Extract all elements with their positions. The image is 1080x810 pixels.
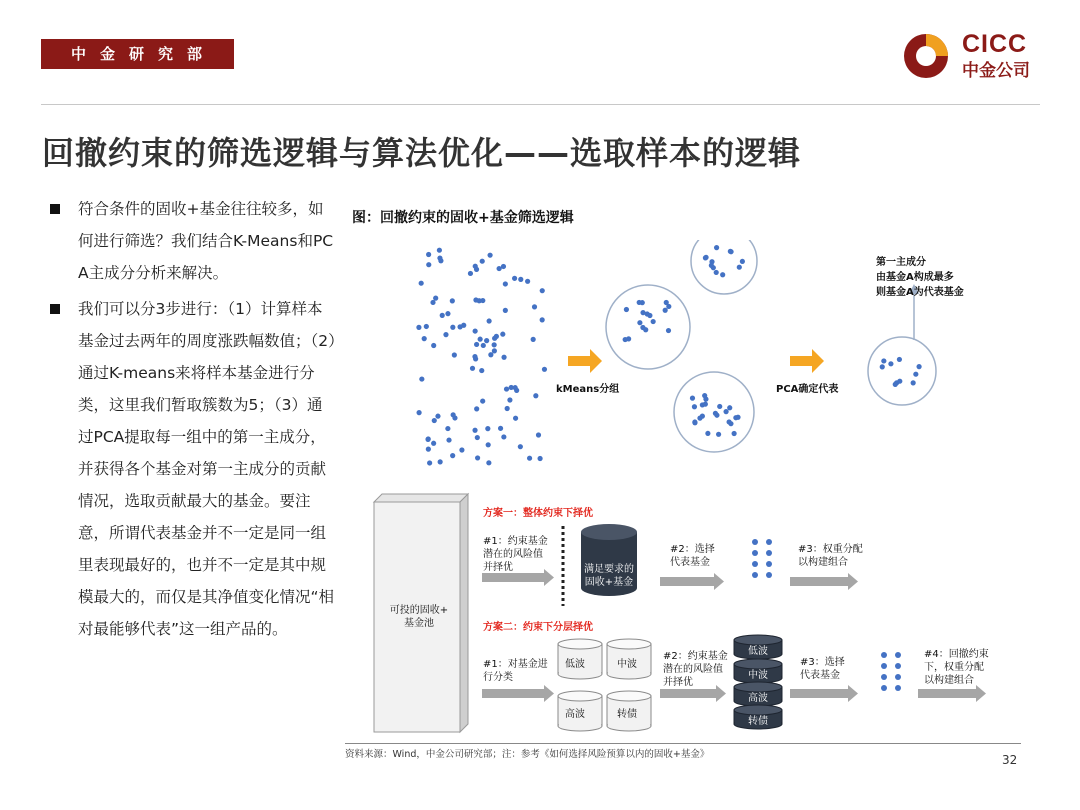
- fund-dot: [501, 434, 506, 439]
- fund-dot: [472, 428, 477, 433]
- fund-dot: [720, 272, 725, 277]
- fund-dot: [716, 432, 721, 437]
- fund-dot: [480, 398, 485, 403]
- source-note: 资料来源：Wind，中金公司研究部；注：参考《如何选择风险预算以内的固收+基金》: [345, 749, 710, 760]
- fund-dot: [916, 364, 921, 369]
- fund-dot: [714, 270, 719, 275]
- fund-dot: [643, 327, 648, 332]
- fund-dot: [451, 412, 456, 417]
- fund-dot: [503, 281, 508, 286]
- fund-dot: [445, 426, 450, 431]
- bullet-text-1: 符合条件的固收+基金往往较多，如何进行筛选？我们结合K-Means和PCA主成分分析来解决。: [78, 200, 334, 282]
- selection-flow-diagram: [370, 490, 1010, 740]
- fund-dot: [431, 441, 436, 446]
- stack-label: 转债: [748, 716, 768, 727]
- fund-dot: [479, 368, 484, 373]
- fund-dot: [497, 266, 502, 271]
- fund-dot: [692, 419, 697, 424]
- fund-dot: [881, 674, 887, 680]
- fund-dot: [664, 300, 669, 305]
- fund-dot: [532, 304, 537, 309]
- fund-dot: [446, 437, 451, 442]
- stack-label: 高波: [748, 693, 768, 704]
- fund-dot: [531, 337, 536, 342]
- fund-dot: [494, 334, 499, 339]
- fund-dot: [881, 652, 887, 658]
- bullet-text-2: 我们可以分3步进行：（1）计算样本基金过去两年的周度涨跌幅数值；（2）通过K-means来将样本基金进行分类，这里我们暂取簇数为5；（3）通过PCA提取每一组中的第一主成分，并获得各个基金对第一主成分的贡献情况，选取贡献最大的基金。要注意，所谓代表基金并不一定是同一组里表现最好的，也并不一定是其中规模最大的，而仅是其净值变化情况“相对最能够代表”这一组产品的。: [78, 300, 336, 638]
- scheme1-step3: #3：权重分配 以构建组合: [798, 544, 863, 568]
- figure-title: 图：回撤约束的固收+基金筛选逻辑: [352, 210, 574, 226]
- scheme2-step4: #4：回撤约束 下，权重分配 以构建组合: [924, 649, 989, 686]
- fund-dot: [419, 376, 424, 381]
- fund-dot: [525, 279, 530, 284]
- fund-dot: [705, 431, 710, 436]
- fund-dot: [473, 328, 478, 333]
- fund-dot: [518, 277, 523, 282]
- fund-dot: [509, 385, 514, 390]
- header-divider: [41, 104, 1040, 105]
- fund-dot: [500, 332, 505, 337]
- fund-dot: [766, 572, 772, 578]
- fund-dot: [692, 404, 697, 409]
- representative-dots-scheme2: [881, 652, 901, 691]
- fund-dot: [737, 265, 742, 270]
- fund-dot: [723, 409, 728, 414]
- logo-text-en: CICC: [962, 30, 1028, 58]
- fund-dot: [440, 313, 445, 318]
- fund-dot: [438, 459, 443, 464]
- fund-dot: [717, 404, 722, 409]
- fund-dot: [457, 324, 462, 329]
- kmeans-arrow: [568, 349, 602, 373]
- stack-label: 低波: [748, 646, 768, 657]
- fund-dot: [430, 300, 435, 305]
- fund-dot: [647, 313, 652, 318]
- fund-dot: [433, 296, 438, 301]
- fund-dot: [518, 444, 523, 449]
- fund-dot: [470, 366, 475, 371]
- fund-dot: [727, 405, 732, 410]
- fund-dot: [475, 455, 480, 460]
- fund-dot: [474, 342, 479, 347]
- fund-dot: [752, 539, 758, 545]
- fund-dot: [702, 393, 707, 398]
- fund-dot: [766, 561, 772, 567]
- representative-dots-scheme1: [752, 539, 772, 578]
- page-number: 32: [1002, 753, 1018, 767]
- fund-dot: [416, 325, 421, 330]
- scheme1-step1: #1：约束基金 潜在的风险值 并择优: [483, 536, 548, 573]
- scheme2-step1: #1：对基金进 行分类: [483, 659, 548, 683]
- fund-dot: [478, 337, 483, 342]
- fund-dot: [895, 685, 901, 691]
- fund-dot: [626, 336, 631, 341]
- fund-dot: [473, 264, 478, 269]
- fund-dot: [714, 245, 719, 250]
- fund-dot: [426, 262, 431, 267]
- fund-dot: [888, 361, 893, 366]
- fund-dot: [895, 674, 901, 680]
- fund-dot: [536, 432, 541, 437]
- fund-dot: [700, 413, 705, 418]
- fund-dot: [437, 255, 442, 260]
- fund-dot: [485, 426, 490, 431]
- fund-dot: [512, 276, 517, 281]
- fund-dot: [752, 561, 758, 567]
- fund-dot: [640, 300, 645, 305]
- fund-dot: [540, 317, 545, 322]
- fund-dot: [492, 342, 497, 347]
- fund-dot: [766, 550, 772, 556]
- fund-dot: [752, 550, 758, 556]
- fund-dot: [504, 386, 509, 391]
- bullet-marker: [50, 304, 60, 314]
- pca-label: PCA确定代表: [776, 384, 839, 395]
- fund-dot: [481, 343, 486, 348]
- stack-label: 中波: [748, 670, 768, 681]
- fund-dot: [732, 431, 737, 436]
- fund-dot: [416, 410, 421, 415]
- category-label: 转债: [617, 709, 637, 720]
- fund-dot: [422, 336, 427, 341]
- fund-dot: [711, 265, 716, 270]
- bullet-marker: [50, 204, 60, 214]
- category-label: 中波: [617, 659, 637, 670]
- fund-dot: [419, 281, 424, 286]
- fund-dot: [533, 393, 538, 398]
- fund-dot: [472, 354, 477, 359]
- scheme2-title: 方案二：约束下分层择优: [483, 622, 593, 633]
- fund-dot: [431, 343, 436, 348]
- fund-dot: [503, 308, 508, 313]
- fund-dot: [452, 352, 457, 357]
- fund-dot: [426, 447, 431, 452]
- fund-dot: [703, 255, 708, 260]
- fund-dot: [484, 338, 489, 343]
- fund-dot: [913, 372, 918, 377]
- fund-dot: [666, 328, 671, 333]
- fund-dot: [728, 249, 733, 254]
- fund-dot: [911, 380, 916, 385]
- fund-dot: [435, 414, 440, 419]
- fund-dot: [426, 252, 431, 257]
- fund-dot: [437, 248, 442, 253]
- fund-dot: [542, 367, 547, 372]
- department-banner: 中金研究部: [41, 39, 234, 69]
- fund-dot: [624, 307, 629, 312]
- fund-scatter-cloud: [416, 248, 547, 466]
- fund-dot: [893, 382, 898, 387]
- fund-dot: [881, 685, 887, 691]
- fund-dot: [881, 663, 887, 669]
- fund-dot: [897, 379, 902, 384]
- category-label: 高波: [565, 709, 585, 720]
- fund-dot: [480, 259, 485, 264]
- fund-dot: [474, 406, 479, 411]
- fund-dot: [740, 259, 745, 264]
- fund-dot: [475, 435, 480, 440]
- fund-dot: [895, 663, 901, 669]
- scheme1-title: 方案一：整体约束下择优: [483, 508, 593, 519]
- fund-dot: [486, 460, 491, 465]
- fund-dot: [468, 271, 473, 276]
- fund-dot: [487, 318, 492, 323]
- fund-dot: [690, 396, 695, 401]
- fund-dot: [881, 358, 886, 363]
- scheme2-step2: #2：约束基金 潜在的风险值 并择优: [663, 651, 728, 688]
- fund-dot: [450, 453, 455, 458]
- pool-label: 可投的固收+ 基金池: [389, 605, 449, 629]
- fund-dot: [498, 426, 503, 431]
- page-title: 回撤约束的筛选逻辑与算法优化——选取样本的逻辑: [42, 134, 802, 172]
- category-label: 低波: [565, 659, 585, 670]
- fund-dot: [527, 456, 532, 461]
- fund-dot: [735, 415, 740, 420]
- fund-dot: [640, 310, 645, 315]
- scheme1-step2: #2：选择 代表基金: [670, 544, 715, 568]
- fund-dot: [637, 320, 642, 325]
- fund-dot: [487, 253, 492, 258]
- pc-note: 第一主成分 由基金A构成最多 则基金A为代表基金: [876, 257, 964, 298]
- fund-dot: [443, 332, 448, 337]
- kmeans-label: kMeans分组: [556, 384, 620, 395]
- fund-dot: [488, 352, 493, 357]
- fund-dot: [537, 456, 542, 461]
- fund-dot: [432, 418, 437, 423]
- fund-dot: [459, 447, 464, 452]
- scheme2-step3: #3：选择 代表基金: [800, 657, 845, 681]
- fund-dot: [752, 572, 758, 578]
- fund-dot: [507, 397, 512, 402]
- fund-dot: [425, 437, 430, 442]
- fund-dot: [450, 298, 455, 303]
- fund-dot: [486, 442, 491, 447]
- cicc-logo: [900, 30, 960, 82]
- fund-dot: [880, 364, 885, 369]
- fund-dot: [540, 288, 545, 293]
- fund-dot: [492, 348, 497, 353]
- fund-dot: [897, 357, 902, 362]
- fund-dot: [895, 652, 901, 658]
- fund-dot: [445, 311, 450, 316]
- fund-dot: [450, 325, 455, 330]
- fund-dot: [728, 421, 733, 426]
- fund-dot: [424, 324, 429, 329]
- fund-dot: [427, 460, 432, 465]
- fund-dot: [766, 539, 772, 545]
- fund-dot: [513, 416, 518, 421]
- fund-dot: [713, 411, 718, 416]
- scheme1-cylinder-label: 满足要求的 固收+基金: [584, 564, 634, 588]
- fund-dot: [703, 402, 708, 407]
- fund-dot: [663, 308, 668, 313]
- source-divider: [345, 743, 1021, 744]
- pca-arrow: [790, 349, 824, 373]
- fund-dot: [501, 355, 506, 360]
- fund-dot: [477, 298, 482, 303]
- fund-dot: [505, 406, 510, 411]
- logo-text-cn: 中金公司: [962, 61, 1030, 81]
- fund-dot: [651, 319, 656, 324]
